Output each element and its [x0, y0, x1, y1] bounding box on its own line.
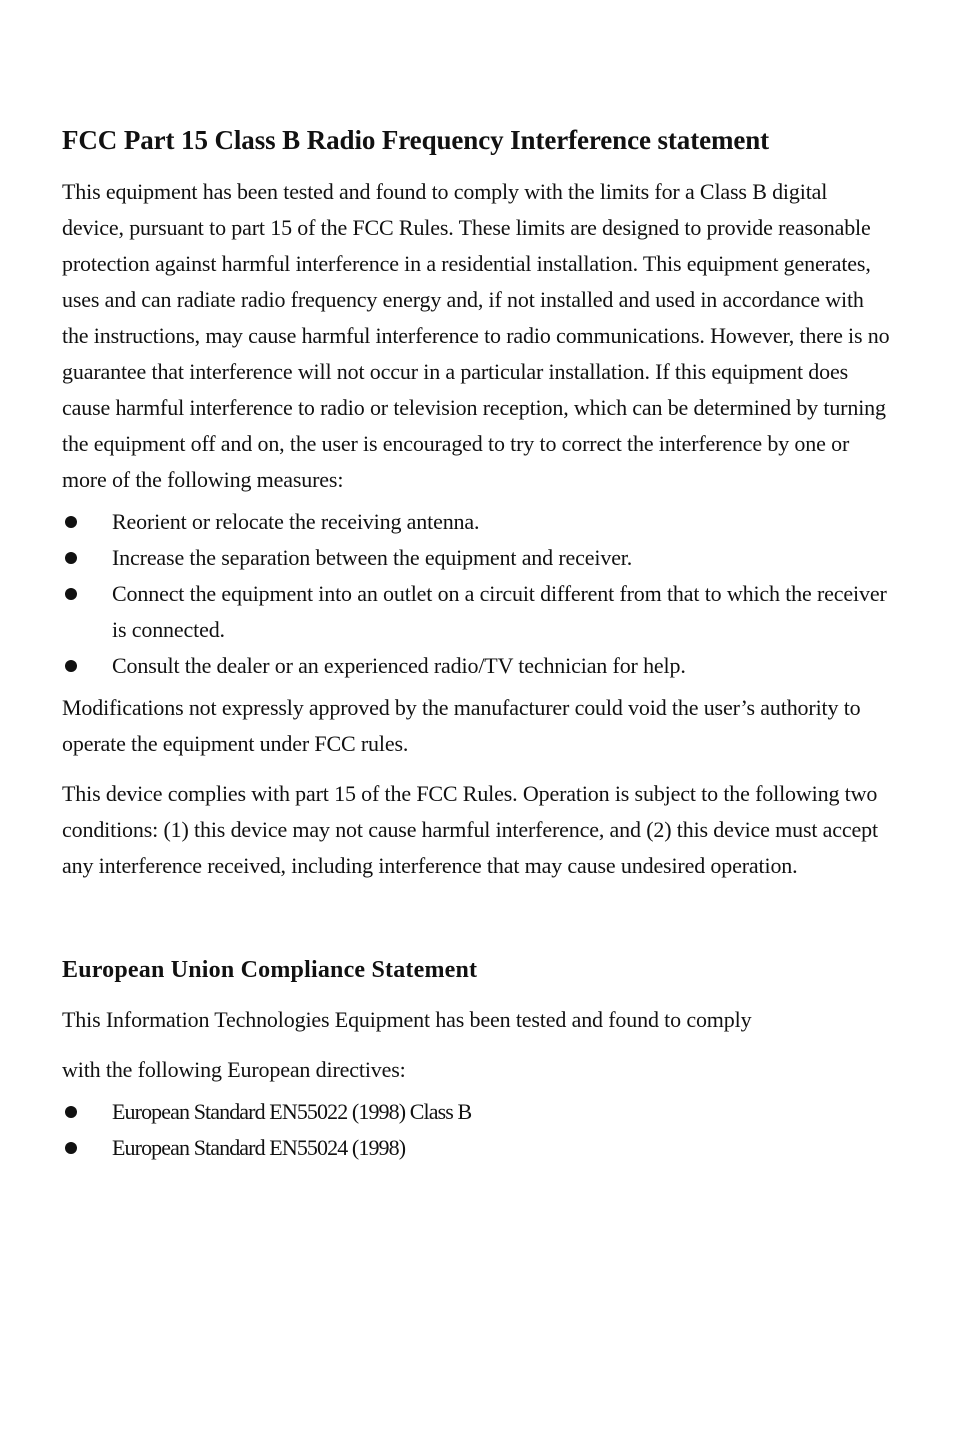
- list-item-text: European Standard EN55022 (1998) Class B: [112, 1099, 472, 1124]
- bullet-icon: [65, 1106, 77, 1118]
- fcc-intro-paragraph: This equipment has been tested and found to comply with the limits for a Class B digital device, pursuant to part 15 of the FCC Rules. These limits are designed to provide reasonable protection against harmful interference in a residential installation. This equipment generates, uses and can radiate radio frequency energy and, if not installed and used in accordance with the instructions, may cause harmful interference to radio communications. However, there is no guarantee that interference will not occur in a particular installation. If this equipment does cause harmful interference to radio or television reception, which can be determined by turning the equipment off and on, the user is encouraged to try to correct the interference by one or more of the following measures:: [62, 179, 890, 492]
- section-spacer: [62, 884, 892, 954]
- fcc-compliance-paragraph: This device complies with part 15 of the FCC Rules. Operation is subject to the following two conditions: (1) this device may not cause harmful interference, and (2) this device must accept any interference received, including interference that may cause undesired operation.: [62, 781, 878, 878]
- document-page: [62, 122, 892, 1172]
- list-item: [62, 1130, 892, 1166]
- fcc-modifications-paragraph: Modifications not expressly approved by the manufacturer could void the user’s authority to operate the equipment under FCC rules.: [62, 695, 861, 756]
- list-item-text: Increase the separation between the equipment and receiver.: [112, 545, 633, 570]
- fcc-heading: FCC Part 15 Class B Radio Frequency Interference statement: [62, 125, 770, 155]
- list-item: [62, 576, 892, 648]
- list-item-text: European Standard EN55024 (1998): [112, 1135, 406, 1160]
- bullet-icon: [65, 588, 77, 600]
- bullet-icon: [65, 552, 77, 564]
- eu-intro-line-2: with the following European directives:: [62, 1057, 406, 1082]
- list-item: [62, 1094, 892, 1130]
- list-item-text: Reorient or relocate the receiving antenna.: [112, 509, 480, 534]
- eu-intro-line-1: This Information Technologies Equipment has been tested and found to comply: [62, 1007, 752, 1032]
- list-item-text: Consult the dealer or an experienced radio/TV technician for help.: [112, 653, 686, 678]
- fcc-measures-list: [62, 504, 892, 684]
- eu-heading: European Union Compliance Statement: [62, 957, 478, 983]
- bullet-icon: [65, 660, 77, 672]
- list-item-text: Connect the equipment into an outlet on a circuit different from that to which the receiver is connected.: [112, 581, 887, 642]
- list-item: [62, 504, 892, 540]
- list-item: [62, 648, 892, 684]
- eu-directives-list: [62, 1094, 892, 1166]
- bullet-icon: [65, 1142, 77, 1154]
- bullet-icon: [65, 516, 77, 528]
- list-item: [62, 540, 892, 576]
